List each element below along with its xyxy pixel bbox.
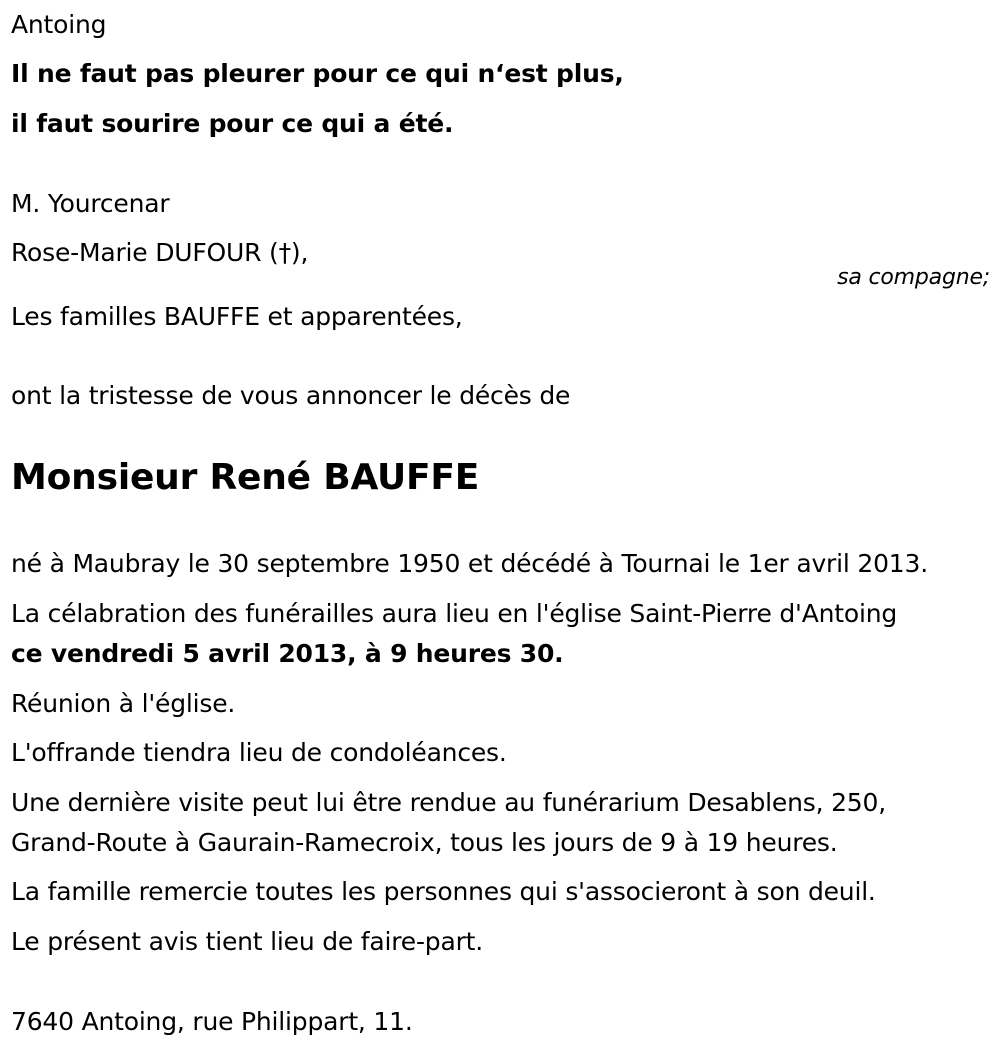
thanks-line: La famille remercie toutes les personnes qui s'associeront à son deuil. bbox=[11, 877, 876, 906]
notice-line: Le présent avis tient lieu de faire-part. bbox=[11, 927, 484, 956]
address-line: 7640 Antoing, rue Philippart, 11. bbox=[11, 1007, 413, 1036]
visit-line-2: Grand-Route à Gaurain-Ramecroix, tous les jours de 9 à 19 heures. bbox=[11, 828, 838, 857]
birth-death-line: né à Maubray le 30 septembre 1950 et décédé à Tournai le 1er avril 2013. bbox=[11, 549, 928, 578]
quote-line-2: il faut sourire pour ce qui a été. bbox=[11, 109, 454, 138]
deceased-name: Monsieur René BAUFFE bbox=[11, 457, 480, 498]
family-bauffe: Les familles BAUFFE et apparentées, bbox=[11, 302, 463, 331]
family-member-yourcenar: M. Yourcenar bbox=[11, 189, 170, 218]
visit-line-1: Une dernière visite peut lui être rendue au funérarium Desablens, 250, bbox=[11, 788, 886, 817]
quote-line-1: Il ne faut pas pleurer pour ce qui n‘est plus, bbox=[11, 59, 624, 88]
offering-line: L'offrande tiendra lieu de condoléances. bbox=[11, 738, 507, 767]
ceremony-line-1: La célabration des funérailles aura lieu en l'église Saint-Pierre d'Antoing bbox=[11, 599, 898, 628]
announcement-text: ont la tristesse de vous annoncer le décès de bbox=[11, 381, 571, 410]
family-member-rose-marie: Rose-Marie DUFOUR (†), bbox=[11, 238, 309, 267]
reunion-line: Réunion à l'église. bbox=[11, 689, 236, 718]
companion-label: sa compagne; bbox=[837, 265, 990, 290]
ceremony-line-2: ce vendredi 5 avril 2013, à 9 heures 30. bbox=[11, 639, 564, 668]
place-heading: Antoing bbox=[11, 10, 107, 39]
